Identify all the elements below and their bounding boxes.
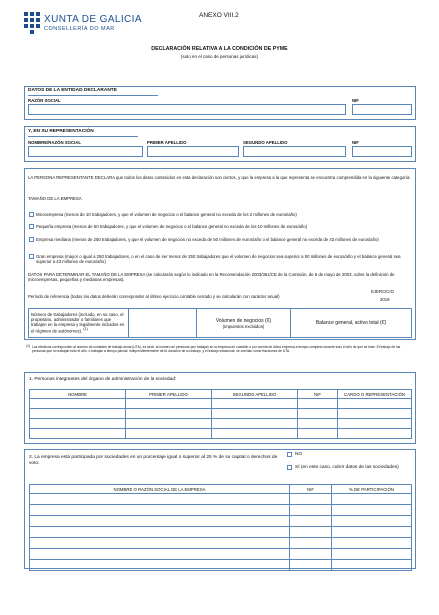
micro-checkbox[interactable] — [29, 212, 34, 217]
admin-col-first-surname: PRIMER APELLIDO — [126, 390, 212, 399]
large-checkbox[interactable] — [29, 254, 34, 259]
table-row — [30, 549, 412, 560]
table-row — [30, 505, 412, 516]
small-checkbox[interactable] — [29, 224, 34, 229]
footnote-text: Los efectivos corresponden al número de unidades de trabajo anual (UTA), es decir, al número de personas que trabajan en la empresa en cuestión o por cuenta de dicha empresa a tiempo completo durante todo el año de que se trate. El trabajo de las personas que no trabajan todo el año, o trabajan a tiempo parcial, independientemente de la duración de su trabajo, y el trabajo estacional, se cuentan como fracciones de UTA. — [32, 345, 401, 354]
admin-col-name: NOMBRE — [30, 390, 126, 399]
rep-first-surname-input[interactable] — [147, 146, 239, 157]
entity-nif-input[interactable] — [352, 104, 412, 115]
turnover-cell — [197, 309, 291, 338]
rep-name-label: NOMBRE/RAZÓN SOCIAL — [28, 140, 81, 145]
participation-no-label: NO — [295, 452, 303, 457]
admin-col-nif: NIF — [298, 390, 338, 399]
workers-label: Número de trabajadores (incluido, en su caso, el propietario, administrador o familiares que trabajen en la empresa y legalmente incluidos en el régimen de autónomos). — [31, 312, 125, 334]
size-data-table — [28, 308, 412, 338]
table-row — [30, 516, 412, 527]
turnover-label: Volumen de negocios (€) — [215, 317, 272, 324]
admin-table — [29, 389, 412, 439]
rep-second-surname-label: SEGUNDO APELLIDO — [243, 140, 288, 145]
dept-name: CONSELLERÍA DO MAR — [44, 25, 115, 32]
entity-nif-label: NIF — [352, 98, 359, 103]
razon-social-label: RAZÓN SOCIAL — [28, 98, 61, 103]
table-row — [30, 409, 412, 419]
small-option-label: Pequeña empresa (menos de 50 trabajadores, y que el volumen de negocios o el balance general no exceda de los 10 millones de euros/año) — [36, 224, 308, 229]
page-subtitle: (solo en el caso de personas jurídicas) — [180, 54, 259, 59]
medium-checkbox[interactable] — [29, 237, 34, 242]
large-option-label: Gran empresa (mayor o igual a 250 trabajadores, o en el caso de ser menor de 250 trabajadores que el volumen de negocios sea superior a 50 millones de euros/año y el balance general sea superior a 43 millones de euros/año) — [36, 254, 401, 265]
table-row — [30, 538, 412, 549]
participation-question: 2. La empresa está participada por sociedades en un porcentaje igual o superior al 25 % de su capital o derechos de voto: — [29, 455, 278, 466]
table-row — [30, 560, 412, 571]
page-title: DECLARACIÓN RELATIVA A LA CONDICIÓN DE PYME — [151, 46, 288, 52]
table-row — [30, 527, 412, 538]
rep-nif-label: NIF — [352, 140, 359, 145]
razon-social-input[interactable] — [28, 104, 346, 115]
annex-label: ANEXO VIII.2 — [199, 12, 239, 19]
turnover-sub: (impuestos excluidos) — [222, 323, 265, 329]
part-col-nif: NIF — [290, 485, 332, 494]
exercise-year: 2019 — [380, 297, 390, 302]
admin-col-position: CARGO O REPRESENTACIÓN — [338, 390, 412, 399]
balance-cell — [291, 309, 412, 338]
org-name: XUNTA DE GALICIA — [44, 13, 142, 25]
table-row — [30, 419, 412, 429]
participation-no-checkbox[interactable] — [287, 452, 292, 457]
admin-col-second-surname: SEGUNDO APELLIDO — [212, 390, 298, 399]
divider — [28, 136, 138, 137]
representation-section-title: Y, EN SU REPRESENTACIÓN — [28, 129, 94, 134]
entity-section-title: DATOS DE LA ENTIDAD DECLARANTE — [28, 88, 117, 93]
workers-value-cell[interactable] — [129, 309, 197, 338]
rep-nif-input[interactable] — [352, 146, 412, 157]
workers-cell — [29, 309, 129, 338]
participation-table — [29, 484, 412, 571]
balance-label: Balance general, activo total (€) — [315, 320, 387, 326]
admin-section-title: 1. Personas integrantes del órgano de administración de la sociedad: — [29, 377, 177, 382]
footnote-marker: (1) — [26, 344, 31, 348]
part-col-percent: % DE PARTICIPACIÓN — [332, 485, 412, 494]
data-heading: DATOS PARA DETERMINAR EL TAMAÑO DE LA EMPRESA (se calcularán según lo indicado en la Recomendación 2003/361/CE de la Comisión, de 6 de mayo de 2003, sobre la definición de microempresas, pequeñas y medianas empresas). — [28, 272, 395, 283]
participation-si-label: SÍ (en este caso, cubrir datos de las sociedades) — [295, 465, 399, 470]
table-row — [30, 399, 412, 409]
size-heading: TAMAÑO DE LA EMPRESA — [28, 196, 82, 201]
table-row — [30, 429, 412, 439]
period-text: Período de referencia (todos los datos deberán corresponder al último ejercicio contable cerrado y se calcularán con carácter anual) — [28, 294, 280, 299]
micro-option-label: Microempresa (menos de 10 trabajadores, y que el volumen de negocios o el balance general no exceda de los 2 millones de euros/año) — [36, 212, 297, 217]
medium-option-label: Empresa mediana (menos de 250 trabajadores, y que el volumen de negocios no exceda de 50 millones de euros/año o el balance general no exceda de 43 millones de euros/año) — [36, 237, 379, 242]
divider — [28, 95, 158, 96]
exercise-label: EJERCICIO — [371, 289, 394, 294]
part-col-company: NOMBRE O RAZÓN SOCIAL DE LA EMPRESA — [30, 485, 290, 494]
rep-second-surname-input[interactable] — [243, 146, 346, 157]
declaration-intro: LA PERSONA REPRESENTANTE DECLARA que todos los datos contenidos en esta declaración son ciertos, y que la empresa a la que representa se encuentra comprendida en la siguiente categoría: — [28, 175, 411, 180]
rep-name-input[interactable] — [28, 146, 143, 157]
rep-first-surname-label: PRIMER APELLIDO — [147, 140, 187, 145]
participation-si-checkbox[interactable] — [287, 465, 292, 470]
table-row — [30, 494, 412, 505]
header-logo — [24, 12, 142, 34]
workers-note: (1) — [83, 327, 88, 332]
xunta-logo-icon — [24, 12, 40, 34]
